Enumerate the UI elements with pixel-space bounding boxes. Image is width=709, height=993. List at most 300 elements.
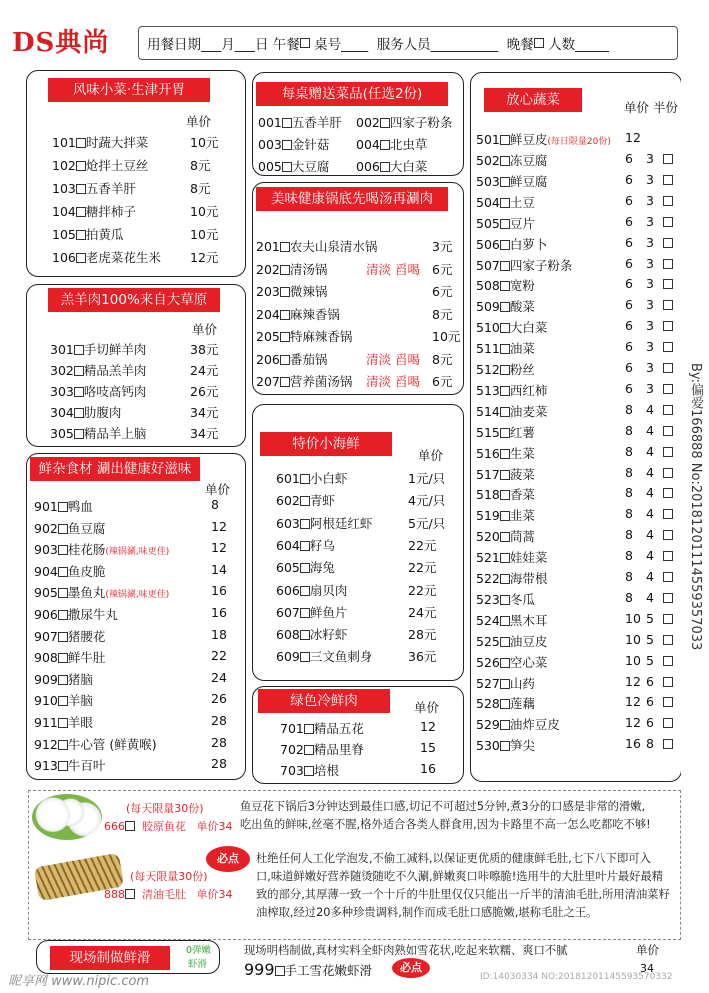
menu-item[interactable]: 104 糖拌柿子 [52, 204, 136, 219]
checkbox[interactable] [282, 118, 292, 128]
veg-item[interactable]: 526 空心菜 [476, 654, 548, 670]
bottom-watermark: 昵享网 www.nipic.com [8, 974, 150, 989]
veg-item[interactable]: 511 油菜 [476, 341, 535, 357]
checkbox[interactable] [58, 718, 68, 728]
checkbox[interactable] [125, 821, 135, 831]
item-price: 8 [211, 497, 219, 512]
veg-item[interactable]: 520 茼蒿 [476, 529, 535, 545]
veg-half-price: 3 [646, 360, 654, 375]
item-price: 18 [211, 626, 227, 642]
checkbox[interactable] [300, 496, 310, 506]
menu-item[interactable]: 913 牛百叶 [34, 758, 106, 774]
checkbox[interactable] [500, 511, 510, 521]
checkbox[interactable] [380, 162, 390, 172]
checkbox[interactable] [280, 287, 290, 297]
half-checkbox[interactable] [663, 530, 673, 540]
checkbox[interactable] [500, 344, 510, 354]
half-checkbox[interactable] [663, 447, 673, 457]
checkbox[interactable] [380, 118, 390, 128]
checkbox[interactable] [58, 675, 68, 685]
half-checkbox[interactable] [663, 154, 673, 164]
veg-price: 10 [625, 652, 641, 668]
people-field[interactable]: 人数_____ [548, 37, 609, 53]
menu-item[interactable]: 103 五香羊肝 [52, 181, 136, 196]
lunch-field: 午餐 [272, 37, 300, 53]
must-order-badge: 必点 [206, 846, 250, 872]
veg-half-price: 4 [646, 443, 654, 459]
section-seafood-title: 特价小海鲜 [260, 432, 392, 456]
menu-item[interactable]: 202 清汤锅 [256, 261, 328, 277]
item-price: 8元 [190, 181, 211, 196]
veg-item[interactable]: 523 冬瓜 [476, 591, 535, 607]
lunch-checkbox[interactable] [300, 38, 310, 48]
checkbox[interactable] [500, 637, 510, 647]
item-price: 8元 [432, 351, 453, 367]
veg-item[interactable]: 527 山药 [476, 675, 535, 691]
half-checkbox[interactable] [663, 468, 673, 478]
veg-item[interactable]: 524 黑木耳 [476, 612, 548, 628]
checkbox[interactable] [500, 323, 510, 333]
checkbox[interactable] [282, 162, 292, 172]
tag-bouncy: 0弹嫩 [186, 945, 212, 956]
menu-item[interactable]: 609 三文鱼刺身 [276, 649, 373, 665]
veg-item[interactable]: 512 粉丝 [476, 362, 535, 377]
staff-field[interactable]: 服务人员__________ [376, 37, 499, 53]
table-field[interactable]: 桌号____ [314, 37, 369, 53]
checkbox[interactable] [58, 502, 68, 512]
light-soup-note: 清淡 舀喝 [366, 261, 420, 277]
menu-item[interactable]: 906 撒尿牛丸 [34, 607, 118, 622]
half-checkbox[interactable] [663, 363, 673, 373]
veg-item[interactable]: 514 油麦菜 [476, 403, 548, 419]
menu-item[interactable]: 909 猪脑 [34, 671, 93, 687]
checkbox[interactable] [500, 595, 510, 605]
veg-price: 6 [625, 297, 633, 313]
checkbox[interactable] [380, 140, 390, 150]
half-checkbox[interactable] [663, 405, 673, 415]
item-price: 16 [420, 761, 436, 776]
item-price: 14 [211, 561, 227, 577]
item-price: 6元 [432, 284, 453, 299]
veg-price: 6 [625, 213, 633, 229]
veg-item[interactable]: 508 宽粉 [476, 278, 535, 294]
veg-item[interactable]: 525 油豆皮 [476, 633, 548, 649]
menu-item[interactable]: 302 精品羔羊肉 [50, 363, 147, 378]
half-checkbox[interactable] [663, 175, 673, 185]
checkbox[interactable] [500, 470, 510, 480]
half-checkbox[interactable] [663, 593, 673, 603]
checkbox[interactable] [500, 135, 510, 145]
veg-item[interactable]: 503 鲜豆腐 [476, 173, 548, 189]
half-checkbox[interactable] [663, 342, 673, 352]
veg-half-price: 4 [646, 506, 654, 522]
checkbox[interactable] [500, 177, 510, 187]
item-price: 4元/只 [408, 493, 446, 509]
veg-price: 6 [625, 380, 633, 396]
menu-item[interactable]: 205 特麻辣香锅 [256, 329, 353, 344]
menu-item[interactable]: 201 农夫山泉清水锅 [256, 239, 378, 254]
veg-half-price: 4 [646, 548, 654, 564]
menu-item[interactable]: 204 麻辣香锅 [256, 306, 340, 322]
menu-item[interactable]: 603 阿根廷红虾 [276, 515, 373, 531]
veg-item[interactable]: 522 海带根 [476, 571, 548, 586]
item-price: 10元 [432, 329, 461, 344]
checkbox[interactable] [58, 610, 68, 620]
menu-item[interactable]: 905 墨鱼丸(辣锅涮,味更佳) [34, 585, 170, 601]
checkbox[interactable] [500, 741, 510, 751]
checkbox[interactable] [275, 966, 285, 976]
item-price: 10元 [190, 204, 219, 219]
veg-half-price: 8 [646, 736, 654, 752]
veg-price: 6 [625, 151, 633, 166]
menu-item[interactable]: 301 手切鲜羊肉 [50, 342, 147, 357]
veg-price: 8 [625, 443, 633, 459]
checkbox[interactable] [76, 230, 86, 240]
checkbox[interactable] [500, 261, 510, 271]
checkbox[interactable] [125, 889, 135, 899]
veg-price: 8 [625, 569, 633, 584]
checkbox[interactable] [500, 407, 510, 417]
free-item[interactable]: 004 北虫草 [356, 137, 428, 152]
half-checkbox[interactable] [663, 217, 673, 227]
checkbox[interactable] [500, 365, 510, 375]
veg-price: 12 [625, 694, 641, 710]
veg-price: 8 [625, 422, 633, 438]
checkbox[interactable] [76, 207, 86, 217]
veg-item[interactable]: 529 油炸豆皮 [476, 717, 560, 733]
section-vegetables-title: 放心蔬菜 [484, 88, 582, 112]
half-checkbox[interactable] [663, 279, 673, 289]
item-price: 24元 [408, 604, 437, 620]
checkbox[interactable] [280, 265, 290, 275]
checkbox[interactable] [500, 699, 510, 709]
veg-price: 6 [625, 192, 633, 208]
veg-item[interactable]: 507 四家子粉条 [476, 257, 573, 273]
veg-501-price: 12 [625, 130, 641, 145]
veg-item-501[interactable]: 501 鲜豆皮(每日限量20份) [476, 132, 611, 147]
menu-item[interactable]: 206 番茄锅 [256, 351, 328, 367]
veg-item[interactable]: 515 红薯 [476, 424, 535, 440]
menu-item[interactable]: 604 籽乌 [276, 537, 335, 553]
checkbox[interactable] [74, 429, 84, 439]
checkbox[interactable] [300, 541, 310, 551]
veg-price: 10 [625, 610, 641, 626]
veg-item[interactable]: 517 菠菜 [476, 466, 535, 482]
half-checkbox[interactable] [663, 697, 673, 707]
checkbox[interactable] [304, 724, 314, 734]
half-checkbox[interactable] [663, 718, 673, 728]
veg-price: 8 [625, 464, 633, 480]
veg-half-price: 4 [646, 401, 654, 417]
menu-item[interactable]: 303 咯吱高钙肉 [50, 384, 147, 399]
checkbox[interactable] [74, 345, 84, 355]
menu-item[interactable]: 106 老虎菜花生米 [52, 250, 161, 265]
menu-item[interactable]: 305 精品羊上脑 [50, 426, 147, 441]
half-checkbox[interactable] [663, 196, 673, 206]
checkbox[interactable] [500, 302, 510, 312]
veg-price: 10 [625, 631, 641, 647]
checkbox[interactable] [58, 696, 68, 706]
free-item[interactable]: 005 大豆腐 [258, 159, 330, 174]
feat1-limit: (每天限量30份) [126, 802, 204, 815]
veg-half-price: 5 [646, 652, 654, 668]
side-watermark: By:偏爱166888 No:20181201114559357033 [681, 0, 705, 993]
item-price: 6元 [432, 261, 453, 277]
menu-item[interactable]: 910 羊脑 [34, 693, 93, 709]
checkbox[interactable] [500, 658, 510, 668]
checkbox[interactable] [500, 574, 510, 584]
veg-item[interactable]: 509 酸菜 [476, 299, 535, 315]
half-checkbox[interactable] [663, 509, 673, 519]
menu-item[interactable]: 105 拍黄瓜 [52, 227, 124, 242]
fish-ball-image [32, 794, 102, 840]
checkbox[interactable] [300, 630, 310, 640]
checkbox[interactable] [304, 766, 314, 776]
item-price: 26元 [190, 384, 219, 399]
checkbox[interactable] [300, 608, 310, 618]
checkbox[interactable] [58, 761, 68, 771]
menu-item[interactable]: 701 精品五花 [280, 721, 364, 736]
menu-item[interactable]: 602 青虾 [276, 493, 335, 509]
item-price: 6元 [432, 374, 453, 389]
menu-item[interactable]: 601 小白虾 [276, 471, 348, 486]
unit-label: 单价 [624, 100, 650, 115]
veg-half-price: 3 [646, 255, 654, 271]
checkbox[interactable] [500, 281, 510, 291]
veg-half-price: 3 [646, 192, 654, 208]
veg-half-price: 6 [646, 673, 654, 689]
feat1-desc: 鱼豆花下锅后3分钟达到最佳口感,切记不可超过5分钟,煮3分的口感是非常的滑嫩, 吃出鱼的鲜味,丝毫不腥,格外适合各类人群食用,因为卡路里不高一怎么吃都吃不够! [240, 800, 651, 831]
half-checkbox[interactable] [663, 426, 673, 436]
half-checkbox[interactable] [663, 321, 673, 331]
checkbox[interactable] [500, 679, 510, 689]
checkbox[interactable] [76, 184, 86, 194]
checkbox[interactable] [300, 586, 310, 596]
free-item[interactable]: 006 大白菜 [356, 159, 428, 174]
half-checkbox[interactable] [663, 635, 673, 645]
checkbox[interactable] [58, 545, 68, 555]
veg-item[interactable]: 502 冻豆腐 [476, 153, 548, 168]
veg-half-price: 6 [646, 694, 654, 710]
light-soup-note: 清淡 舀喝 [366, 374, 420, 389]
feat3-item[interactable]: 999 手工雪花嫩虾滑 [244, 960, 373, 979]
item-price: 12元 [190, 250, 219, 265]
checkbox[interactable] [500, 156, 510, 166]
half-checkbox[interactable] [663, 739, 673, 749]
section-free-title: 每桌赠送菜品(任选2份) [256, 82, 448, 106]
section-lamb-title: 羔羊肉100%来自大草原 [48, 288, 220, 312]
menu-item[interactable]: 911 羊眼 [34, 715, 93, 730]
checkbox[interactable] [280, 355, 290, 365]
item-price: 28元 [408, 627, 437, 643]
checkbox[interactable] [74, 366, 84, 376]
feat1-item[interactable]: 666 胶原鱼花 单价34 [104, 820, 233, 833]
item-price: 3元 [432, 239, 453, 254]
checkbox[interactable] [500, 428, 510, 438]
free-item[interactable]: 002 四家子粉条 [356, 115, 453, 130]
veg-item[interactable]: 516 生菜 [476, 445, 535, 461]
date-field[interactable]: 用餐日期___月___日 [147, 37, 269, 53]
checkbox[interactable] [300, 563, 310, 573]
checkbox[interactable] [58, 567, 68, 577]
must-order-badge: 必点 [392, 958, 430, 978]
item-price: 22元 [408, 537, 437, 553]
checkbox[interactable] [500, 198, 510, 208]
menu-item[interactable]: 607 鲜鱼片 [276, 604, 348, 620]
checkbox[interactable] [300, 519, 310, 529]
unit-label: 单价 [414, 700, 440, 715]
menu-item[interactable]: 903 桂花肠(辣锅涮,味更佳) [34, 542, 170, 558]
veg-item[interactable]: 530 笋尖 [476, 738, 535, 754]
checkbox[interactable] [500, 449, 510, 459]
menu-item[interactable]: 702 精品里脊 [280, 742, 364, 757]
half-checkbox[interactable] [663, 656, 673, 666]
veg-half-price: 4 [646, 527, 654, 543]
feat2-limit: (每天限量30份) [130, 870, 208, 883]
half-checkbox[interactable] [663, 384, 673, 394]
half-checkbox[interactable] [663, 614, 673, 624]
light-soup-note: 清淡 舀喝 [366, 351, 420, 367]
checkbox[interactable] [304, 745, 314, 755]
veg-half-price: 3 [646, 380, 654, 396]
checkbox[interactable] [500, 553, 510, 563]
checkbox[interactable] [58, 653, 68, 663]
checkbox[interactable] [500, 490, 510, 500]
checkbox[interactable] [500, 240, 510, 250]
checkbox[interactable] [500, 386, 510, 396]
checkbox[interactable] [76, 161, 86, 171]
half-checkbox[interactable] [663, 677, 673, 687]
unit-label: 单价 [205, 482, 231, 497]
veg-half-price: 3 [646, 339, 654, 355]
section-appetizers-title: 风味小菜·生津开胃 [48, 78, 210, 102]
feat2-desc: 杜绝任何人工化学泡发,不偷工减料,以保证更优质的健康鲜毛肚,七下八下即可入 口,味道鲜嫩好营养随烫随吃不久涮,鲜嫩爽口咔嚓脆!选用牛的大肚里叶片最好最精 致的部分,其厚薄一致一个十斤的牛肚里仅仅只能出一斤半的清油毛肚,所用清油菜籽 油榨取,经过20多种珍贵调料,制作而成毛肚口感脆嫩,堪称毛肚之王。 [256, 852, 670, 919]
menu-item[interactable]: 608 冰籽虾 [276, 627, 348, 643]
checkbox[interactable] [74, 387, 84, 397]
veg-item[interactable]: 506 白萝卜 [476, 236, 548, 252]
checkbox[interactable] [500, 616, 510, 626]
checkbox[interactable] [300, 652, 310, 662]
feat3-desc: 现场明档制做,真材实料全虾肉熟如雪花状,吃起来软糯、爽口不腻 [244, 944, 568, 957]
half-checkbox[interactable] [663, 572, 673, 582]
checkbox[interactable] [58, 588, 68, 598]
section-cold-meat-title: 绿色冷鲜肉 [258, 689, 390, 713]
item-price: 12 [420, 719, 436, 734]
menu-item[interactable]: 203 微辣锅 [256, 284, 328, 299]
item-price: 22 [211, 648, 227, 664]
checkbox[interactable] [500, 219, 510, 229]
checkbox[interactable] [300, 474, 310, 484]
checkbox[interactable] [500, 532, 510, 542]
checkbox[interactable] [280, 377, 290, 387]
brand-logo: DS典尚 [12, 28, 110, 58]
checkbox[interactable] [282, 140, 292, 150]
veg-item[interactable]: 510 大白菜 [476, 320, 548, 336]
free-item[interactable]: 001 五香羊肝 [258, 115, 342, 130]
item-price: 10元 [190, 135, 219, 150]
menu-item[interactable]: 901 鸭血 [34, 499, 93, 514]
menu-item[interactable]: 912 牛心管 (鲜黄喉) [34, 736, 157, 752]
veg-half-price: 4 [646, 589, 654, 605]
veg-item[interactable]: 505 豆片 [476, 215, 535, 231]
menu-item[interactable]: 207 营养菌汤锅 [256, 374, 353, 389]
veg-half-price: 3 [646, 213, 654, 229]
menu-item[interactable]: 102 炝拌土豆丝 [52, 158, 149, 173]
veg-price: 6 [625, 171, 633, 187]
unit-label: 单价 [186, 114, 212, 129]
item-price: 36元 [408, 649, 437, 665]
veg-item[interactable]: 504 土豆 [476, 194, 535, 210]
veg-item[interactable]: 518 香菜 [476, 487, 535, 503]
veg-half-price: 3 [646, 151, 654, 166]
veg-price: 6 [625, 360, 633, 375]
veg-price: 8 [625, 548, 633, 564]
menu-item[interactable]: 703 培根 [280, 763, 339, 778]
veg-item[interactable]: 528 莲藕 [476, 696, 535, 712]
menu-item[interactable]: 304 肋腹肉 [50, 405, 122, 420]
item-price: 16 [211, 583, 227, 599]
menu-item[interactable]: 606 扇贝肉 [276, 582, 348, 598]
veg-item[interactable]: 521 娃娃菜 [476, 550, 548, 566]
half-checkbox[interactable] [663, 551, 673, 561]
dinner-field: 晚餐 [506, 37, 534, 53]
veg-price: 8 [625, 485, 633, 501]
veg-price: 6 [625, 276, 633, 292]
veg-half-price: 4 [646, 464, 654, 480]
menu-item[interactable]: 101 时蔬大拌菜 [52, 135, 149, 150]
veg-item[interactable]: 519 韭菜 [476, 508, 535, 524]
unit-label: 单价 [418, 448, 444, 463]
veg-price: 12 [625, 673, 641, 689]
veg-price: 8 [625, 527, 633, 543]
limit-note: (每日限量20份) [547, 137, 611, 147]
item-price: 15 [420, 740, 436, 755]
half-checkbox[interactable] [663, 238, 673, 248]
item-price: 16 [211, 605, 227, 620]
item-price: 5元/只 [408, 515, 446, 531]
menu-item[interactable]: 908 鲜牛肚 [34, 650, 106, 666]
item-price: 22元 [408, 560, 437, 576]
checkbox[interactable] [280, 242, 290, 252]
checkbox[interactable] [280, 332, 290, 342]
checkbox[interactable] [500, 720, 510, 730]
menu-item[interactable]: 902 鱼豆腐 [34, 520, 106, 536]
spicy-note: (辣锅涮,味更佳) [105, 590, 170, 601]
veg-half-price: 5 [646, 631, 654, 647]
half-checkbox[interactable] [663, 259, 673, 269]
checkbox[interactable] [76, 253, 86, 263]
half-checkbox[interactable] [663, 488, 673, 498]
dinner-checkbox[interactable] [534, 38, 544, 48]
checkbox[interactable] [74, 408, 84, 418]
veg-item[interactable]: 513 西红柿 [476, 382, 548, 398]
checkbox[interactable] [58, 740, 68, 750]
item-price: 26 [211, 691, 227, 707]
item-price: 1元/只 [408, 471, 446, 486]
checkbox[interactable] [76, 138, 86, 148]
menu-item[interactable]: 904 鱼皮脆 [34, 563, 106, 579]
free-item[interactable]: 003 金针菇 [258, 137, 330, 152]
checkbox[interactable] [58, 524, 68, 534]
veg-price: 6 [625, 234, 633, 250]
half-checkbox[interactable] [663, 300, 673, 310]
item-price: 28 [211, 756, 227, 772]
checkbox[interactable] [58, 632, 68, 642]
checkbox[interactable] [280, 310, 290, 320]
menu-item[interactable]: 605 海兔 [276, 560, 335, 576]
feat2-item[interactable]: 888 清油毛肚 单价34 [104, 888, 233, 901]
menu-item[interactable]: 907 猪腰花 [34, 628, 106, 644]
